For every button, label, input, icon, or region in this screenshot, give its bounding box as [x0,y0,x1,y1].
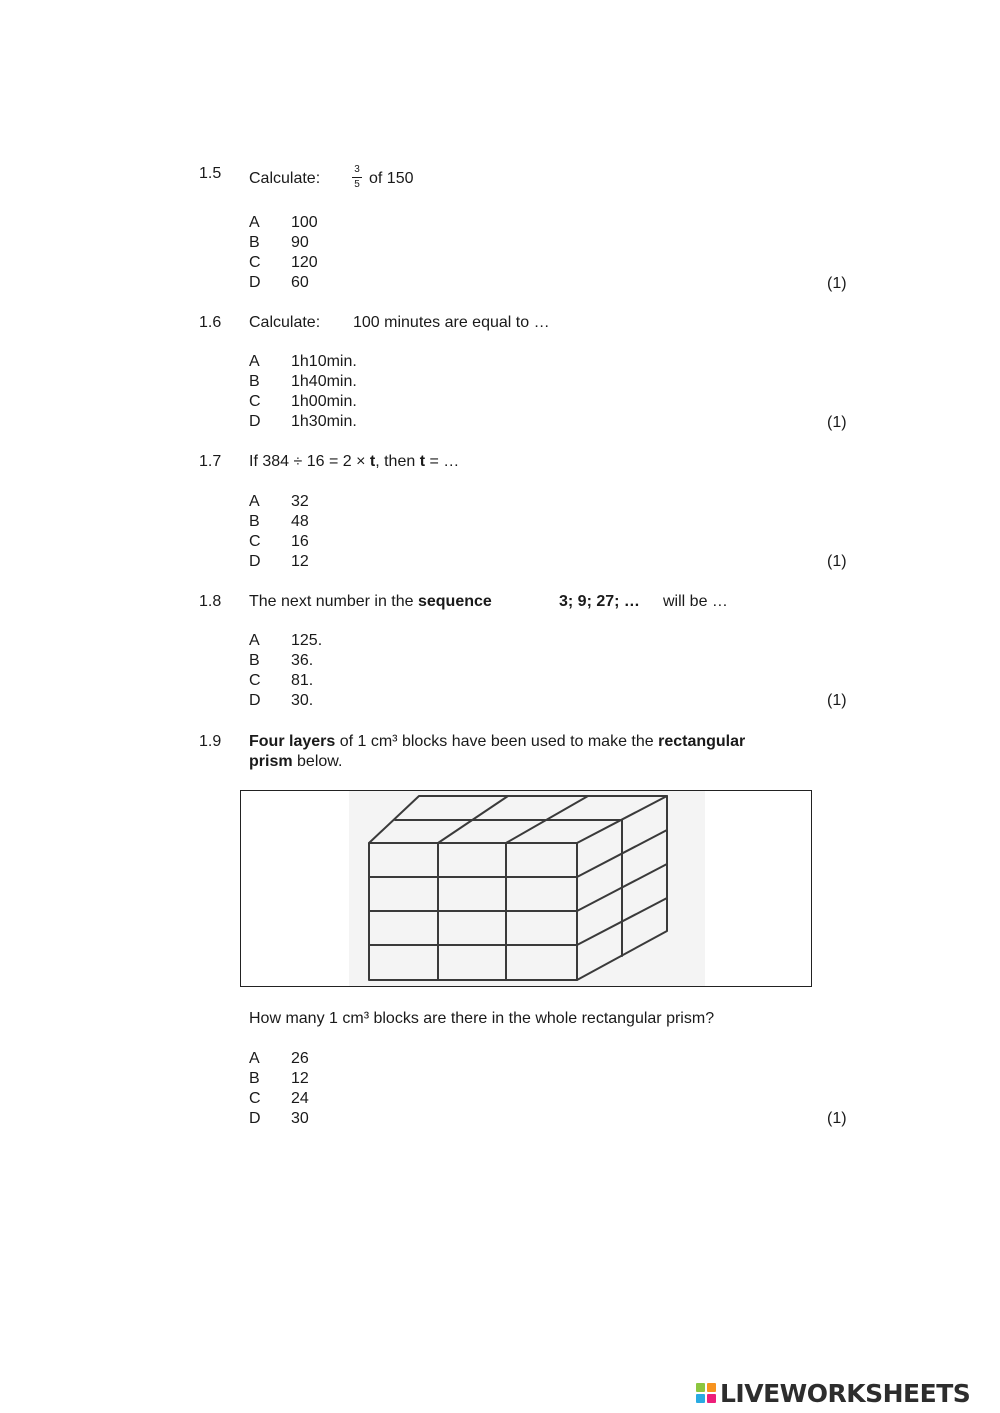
option-value[interactable]: 32 [291,493,309,510]
option-value[interactable]: 1h00min. [291,393,357,410]
option-value[interactable]: 81. [291,672,314,689]
question-number-1-8: 1.8 [199,593,222,610]
option-value[interactable]: 12 [291,553,309,570]
mark-allocation: (1) [827,692,847,709]
option-value[interactable]: 16 [291,533,309,550]
sequence-values: 3; 9; 27; … [559,593,640,610]
mark-allocation: (1) [827,414,847,431]
question-1-6-label: Calculate: [249,314,321,331]
option-letter: C [249,672,261,689]
option-value[interactable]: 1h40min. [291,373,357,390]
option-letter: C [249,254,261,271]
prism-figure-box [240,790,812,987]
question-1-8-text: The next number in the sequence [249,593,492,610]
mark-allocation: (1) [827,1110,847,1127]
question-1-6-text: 100 minutes are equal to … [353,314,550,331]
option-value[interactable]: 30. [291,692,314,709]
option-value[interactable]: 1h30min. [291,413,357,430]
option-letter: D [249,692,261,709]
question-1-9-followup: How many 1 cm³ blocks are there in the whole rectangular prism? [249,1010,715,1027]
option-letter: B [249,234,260,251]
liveworksheets-brand[interactable] [696,1378,970,1408]
rectangular-prism-diagram [349,791,705,986]
question-1-8-tail: will be … [663,593,728,610]
question-number-1-7: 1.7 [199,453,222,470]
option-value[interactable]: 90 [291,234,309,251]
fraction-denominator: 5 [354,179,360,190]
option-letter: B [249,373,260,390]
option-value[interactable]: 36. [291,652,314,669]
fraction-numerator: 3 [354,164,360,175]
option-letter: D [249,553,261,570]
option-value[interactable]: 60 [291,274,309,291]
option-value[interactable]: 30 [291,1110,309,1127]
fraction-three-fifths [352,164,362,190]
mark-allocation: (1) [827,553,847,570]
question-1-9-line2: prism below. [249,753,343,770]
option-letter: A [249,493,260,510]
question-number-1-9: 1.9 [199,733,222,750]
option-letter: C [249,393,261,410]
option-value[interactable]: 1h10min. [291,353,357,370]
question-number-1-6: 1.6 [199,314,222,331]
brand-name: LIVEWORKSHEETS [720,1378,971,1408]
option-letter: B [249,652,260,669]
option-letter: C [249,533,261,550]
option-letter: D [249,413,261,430]
mark-allocation: (1) [827,275,847,292]
option-letter: A [249,632,260,649]
option-value[interactable]: 125. [291,632,323,649]
option-letter: A [249,353,260,370]
option-letter: B [249,513,260,530]
question-1-9-line1: Four layers of 1 cm³ blocks have been used to make the rectangular [249,733,746,750]
option-value[interactable]: 24 [291,1090,309,1107]
question-1-5-text: of 150 [369,170,414,187]
question-number-1-5: 1.5 [199,165,222,182]
option-letter: D [249,274,261,291]
question-1-5-label: Calculate: [249,170,321,187]
option-letter: A [249,214,260,231]
question-1-7-text: If 384 ÷ 16 = 2 × t, then t = … [249,453,460,470]
option-letter: D [249,1110,261,1127]
option-value[interactable]: 12 [291,1070,309,1087]
option-value[interactable]: 26 [291,1050,309,1067]
option-value[interactable]: 100 [291,214,318,231]
option-letter: B [249,1070,260,1087]
option-value[interactable]: 48 [291,513,309,530]
option-letter: C [249,1090,261,1107]
option-letter: A [249,1050,260,1067]
option-value[interactable]: 120 [291,254,318,271]
liveworksheets-logo-icon [696,1383,716,1403]
